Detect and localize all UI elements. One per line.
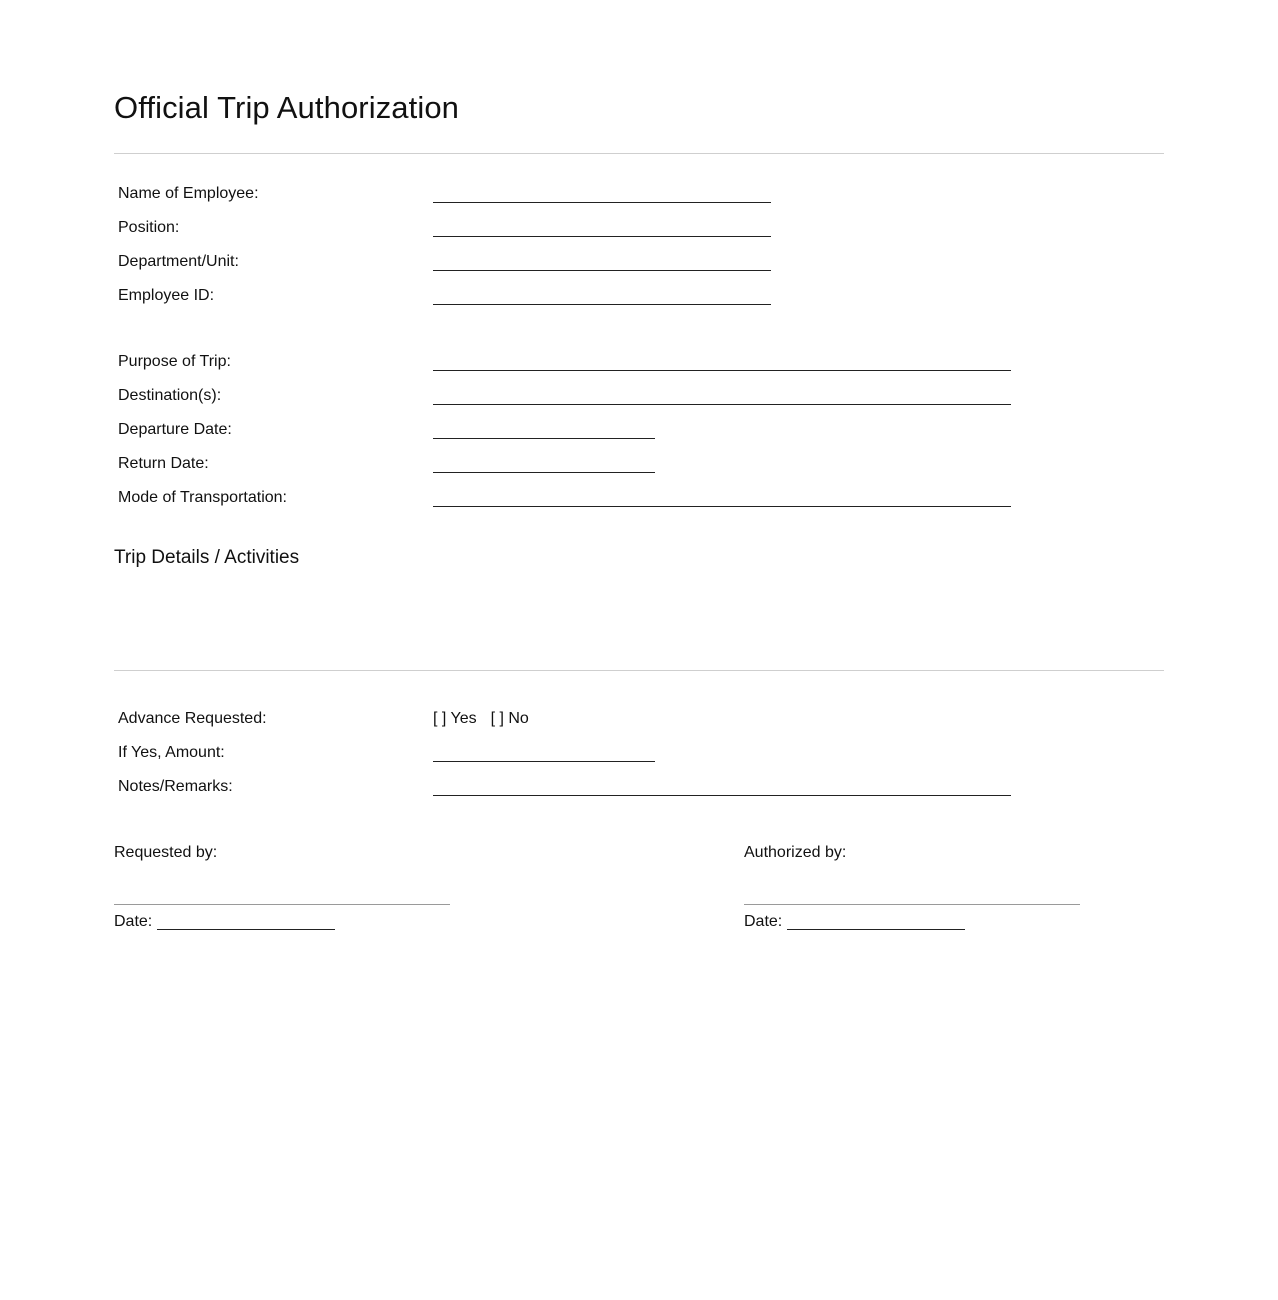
destination-label: Destination(s): xyxy=(118,387,222,404)
advance-yes-checkbox[interactable]: [ ] Yes xyxy=(433,710,477,727)
requested-by-signature-line[interactable] xyxy=(114,904,450,905)
authorized-by-signature-line[interactable] xyxy=(744,904,1080,905)
advance-requested-label: Advance Requested: xyxy=(118,710,267,727)
return-date-label: Return Date: xyxy=(118,455,209,472)
return-date-row xyxy=(118,453,1118,475)
page-title: Official Trip Authorization xyxy=(114,90,460,125)
departure-date-label: Departure Date: xyxy=(118,421,232,438)
section-divider xyxy=(114,670,1164,671)
employee-id-row xyxy=(118,285,1118,307)
notes-row xyxy=(118,776,1118,798)
authorized-date-label: Date: xyxy=(744,913,783,930)
departure-date-field[interactable] xyxy=(433,438,655,439)
employee-name-row xyxy=(118,183,1118,205)
employee-id-field[interactable] xyxy=(433,304,771,305)
purpose-field[interactable] xyxy=(433,370,1011,371)
trip-details-heading: Trip Details / Activities xyxy=(114,547,300,568)
advance-requested-row xyxy=(118,708,1118,730)
authorized-date-field[interactable] xyxy=(787,929,965,930)
return-date-field[interactable] xyxy=(433,472,655,473)
destination-row xyxy=(118,385,1118,407)
department-row xyxy=(118,251,1118,273)
advance-no-checkbox[interactable]: [ ] No xyxy=(490,710,529,727)
authorized-by-block xyxy=(744,842,1084,942)
requested-by-label: Requested by: xyxy=(114,844,218,861)
employee-name-field[interactable] xyxy=(433,202,771,203)
employee-name-label: Name of Employee: xyxy=(118,185,259,202)
purpose-row xyxy=(118,351,1118,373)
department-label: Department/Unit: xyxy=(118,253,239,270)
destination-field[interactable] xyxy=(433,404,1011,405)
position-field[interactable] xyxy=(433,236,771,237)
requested-date-field[interactable] xyxy=(157,929,335,930)
transportation-field[interactable] xyxy=(433,506,1011,507)
notes-field[interactable] xyxy=(433,795,1011,796)
departure-date-row xyxy=(118,419,1118,441)
department-field[interactable] xyxy=(433,270,771,271)
authorized-by-label: Authorized by: xyxy=(744,844,847,861)
position-label: Position: xyxy=(118,219,180,236)
advance-amount-row xyxy=(118,742,1118,764)
notes-label: Notes/Remarks: xyxy=(118,778,233,795)
advance-amount-field[interactable] xyxy=(433,761,655,762)
transportation-row xyxy=(118,487,1118,509)
advance-options xyxy=(433,708,543,730)
requested-date-label: Date: xyxy=(114,913,153,930)
position-row xyxy=(118,217,1118,239)
advance-amount-label: If Yes, Amount: xyxy=(118,744,225,761)
title-divider xyxy=(114,153,1164,154)
employee-id-label: Employee ID: xyxy=(118,287,215,304)
purpose-label: Purpose of Trip: xyxy=(118,353,231,370)
requested-by-block xyxy=(114,842,454,942)
transportation-label: Mode of Transportation: xyxy=(118,489,287,506)
